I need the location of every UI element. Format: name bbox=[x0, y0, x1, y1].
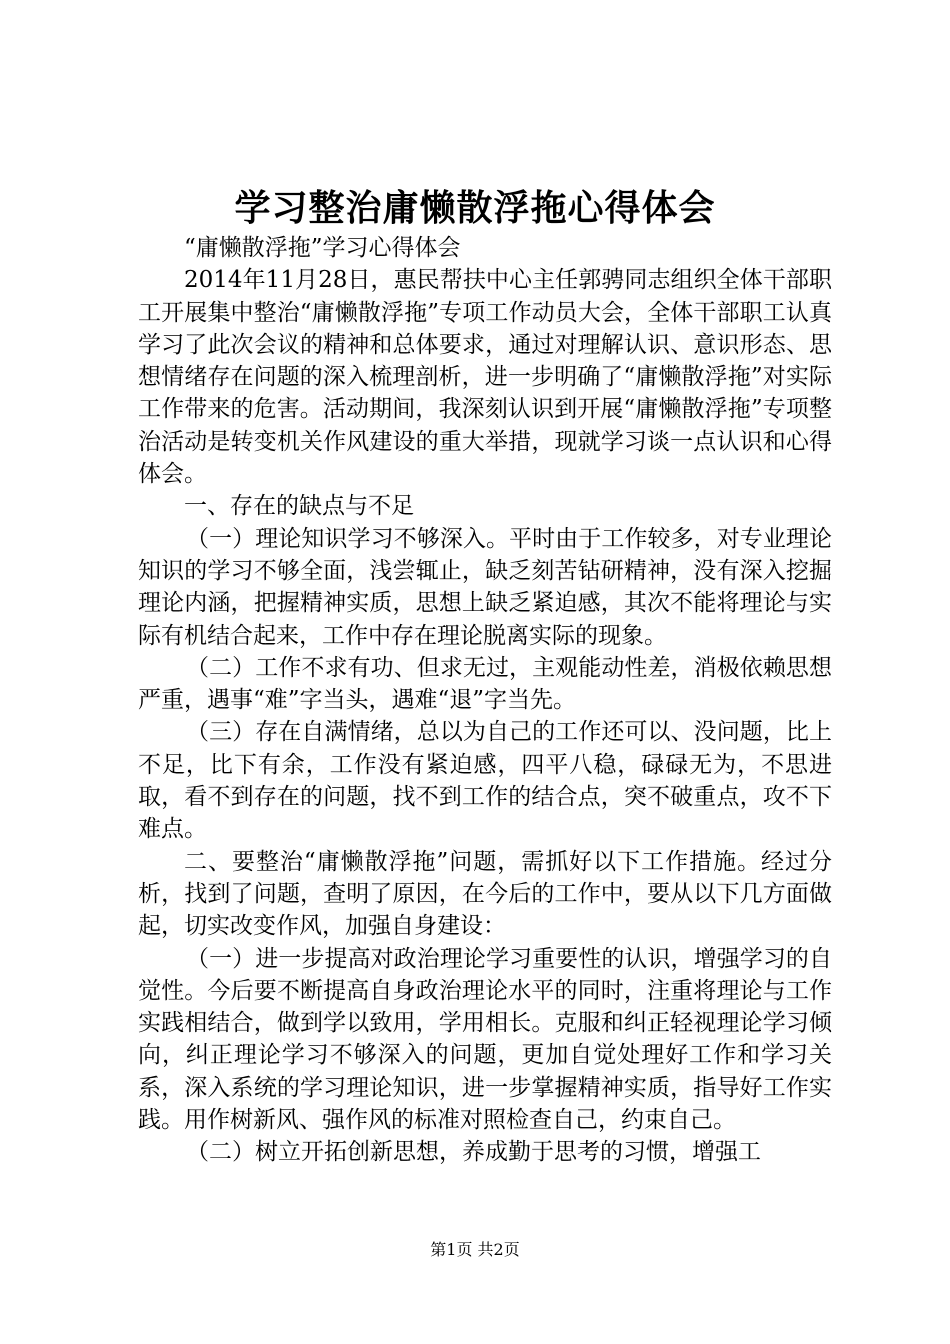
section-heading-1: 一、存在的缺点与不足 bbox=[184, 493, 414, 520]
item-paragraph-2-1: （一）进一步提高对政治理论学习重要性的认识，增强学习的自觉性。今后要不断提高自身政治理论水平的同时，注重将理论与工作实践相结合，做到学以致用，学用相长。克服和纠正轻视理论学习倾向，纠正理论学习不够深入的问题，更加自觉处理好工作和学习关系，深入系统的学习理论知识，进一步掌握精神实质，指导好工作实践。用作树新风、强作风的标准对照检查自己，约束自己。 bbox=[138, 945, 832, 1134]
item-paragraph-1-3: （三）存在自满情绪，总以为自己的工作还可以、没问题，比上不足，比下有余，工作没有紧迫感，四平八稳，碌碌无为，不思进取，看不到存在的问题，找不到工作的结合点，突不破重点，攻不下难点。 bbox=[138, 719, 832, 843]
item-paragraph-1-1: （一）理论知识学习不够深入。平时由于工作较多，对专业理论知识的学习不够全面，浅尝辄止，缺乏刻苦钻研精神，没有深入挖掘理论内涵，把握精神实质，思想上缺乏紧迫感，其次不能将理论与实际有机结合起来，工作中存在理论脱离实际的现象。 bbox=[138, 525, 832, 649]
item-paragraph-2-2: （二）树立开拓创新思想，养成勤于思考的习惯，增强工 bbox=[186, 1139, 761, 1166]
page-number-footer: 第1页 共2页 bbox=[430, 1240, 520, 1259]
subtitle-paragraph: “庸懒散浮拖”学习心得体会 bbox=[184, 235, 461, 261]
intro-paragraph: 2014年11月28日，惠民帮扶中心主任郭骋同志组织全体干部职工开展集中整治“庸懒散浮拖”专项工作动员大会，全体干部职工认真学习了此次会议的精神和总体要求，通过对理解认识、意识形态、思想情绪存在问题的深入梳理剖析，进一步明确了“庸懒散浮拖”对实际工作带来的危害。活动期间，我深刻认识到开展“庸懒散浮拖”专项整治活动是转变机关作风建设的重大举措，现就学习谈一点认识和心得体会。 bbox=[138, 267, 832, 488]
item-paragraph-1-2: （二）工作不求有功、但求无过，主观能动性差，消极依赖思想严重，遇事“难”字当头，遇难“退”字当先。 bbox=[138, 654, 832, 714]
document-title: 学习整治庸懒散浮拖心得体会 bbox=[234, 187, 716, 229]
section-heading-2: 二、要整治“庸懒散浮拖”问题，需抓好以下工作措施。经过分析，找到了问题，查明了原因，在今后的工作中，要从以下几方面做起，切实改变作风，加强自身建设： bbox=[138, 848, 832, 940]
document-body bbox=[138, 232, 832, 1169]
